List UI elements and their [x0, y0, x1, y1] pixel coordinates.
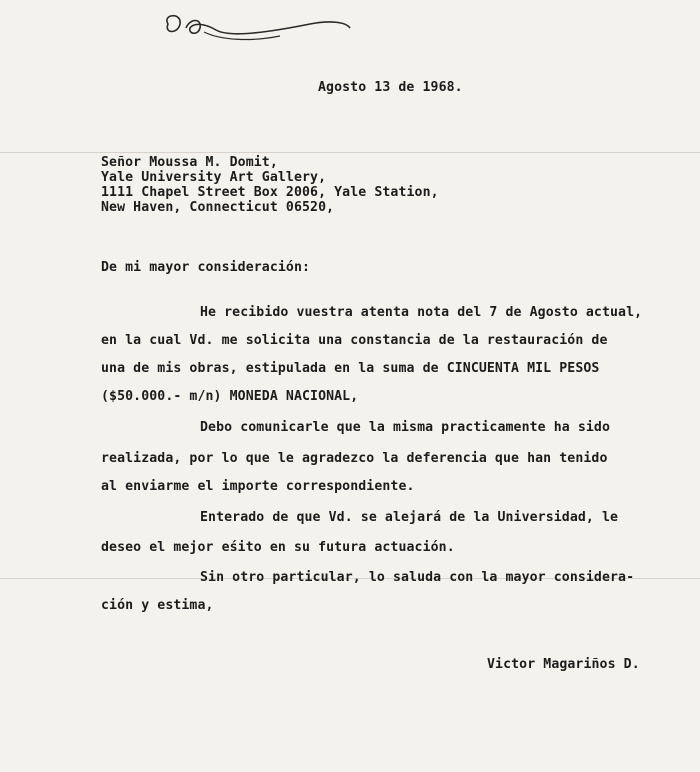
recipient-line: New Haven, Connecticut 06520,: [101, 200, 335, 215]
paper-crease: [0, 152, 700, 153]
letter-date: Agosto 13 de 1968.: [318, 80, 463, 95]
body-line: una de mis obras, estipulada en la suma de CINCUENTA MIL PESOS: [101, 361, 600, 376]
body-line: ($50.000.- m/n) MONEDA NACIONAL,: [101, 389, 359, 404]
recipient-line: Señor Moussa M. Domit,: [101, 155, 278, 170]
signature: Victor Magariños D.: [487, 657, 640, 672]
handwritten-mark: [160, 8, 360, 48]
body-line: Sin otro particular, lo saluda con la mayor considera-: [200, 570, 635, 585]
body-line: al enviarme el importe correspondiente.: [101, 479, 415, 494]
body-line: ción y estima,: [101, 598, 214, 613]
body-line: He recibido vuestra atenta nota del 7 de Agosto actual,: [200, 305, 643, 320]
body-line: en la cual Vd. me solicita una constancia de la restauración de: [101, 333, 608, 348]
body-line: Debo comunicarle que la misma practicamente ha sido: [200, 420, 611, 435]
recipient-line: Yale University Art Gallery,: [101, 170, 327, 185]
body-line: realizada, por lo que le agradezco la deferencia que han tenido: [101, 451, 608, 466]
body-line: deseo el mejor eśito en su futura actuación.: [101, 540, 455, 555]
salutation: De mi mayor consideración:: [101, 260, 311, 275]
recipient-line: 1111 Chapel Street Box 2006, Yale Station,: [101, 185, 439, 200]
body-line: Enterado de que Vd. se alejará de la Universidad, le: [200, 510, 619, 525]
